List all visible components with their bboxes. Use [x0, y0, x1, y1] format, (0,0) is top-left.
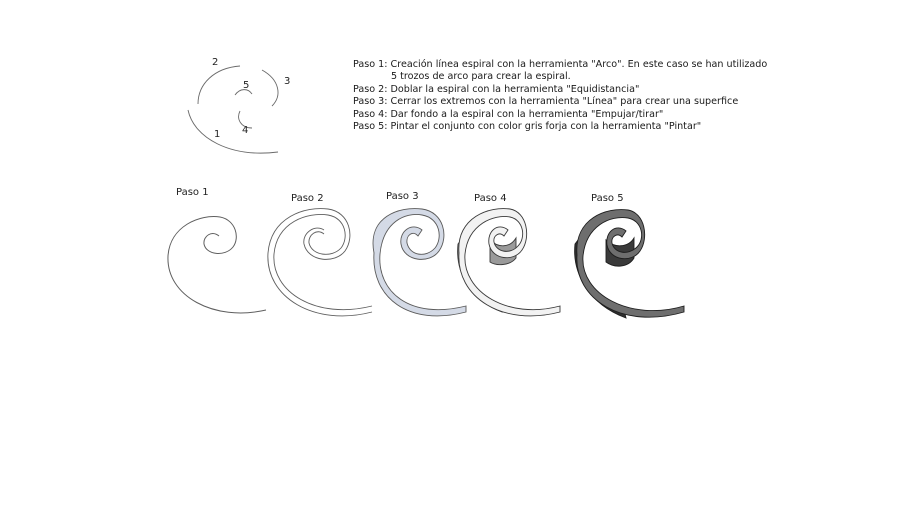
spiral-surface [373, 209, 466, 316]
spiral-step-4 [458, 209, 560, 316]
spiral-step-2 [268, 209, 372, 316]
spiral-step-1 [168, 217, 266, 313]
spiral-step-5 [575, 210, 684, 318]
arc-2 [198, 66, 240, 104]
arc-label-3: 3 [284, 76, 291, 87]
arc-label-4: 4 [242, 125, 249, 136]
spiral-outline-inner [268, 209, 372, 316]
instructions-panel [353, 59, 767, 133]
painted-top-face [577, 210, 684, 318]
instruction-step-5: Paso 5: Pintar el conjunto con color gris forja con la herramienta "Pintar" [353, 121, 702, 133]
instruction-step-2: Paso 2: Doblar la espiral con la herramienta "Equidistancia" [353, 83, 640, 95]
arc-3 [262, 70, 278, 106]
arc-label-5: 5 [243, 80, 250, 91]
instruction-step-3: Paso 3: Cerrar los extremos con la herramienta "Línea" para crear una superfice [353, 96, 739, 108]
step-label-2: Paso 2 [291, 193, 324, 204]
spiral-outline-outer [274, 214, 372, 309]
arc-label-1: 1 [214, 129, 221, 140]
step-label-3: Paso 3 [386, 191, 419, 202]
arc-construction-diagram [188, 57, 290, 153]
spiral-line [168, 217, 266, 313]
spiral-step-3 [373, 209, 466, 316]
instruction-step-1: Paso 1: Creación línea espiral con la herramienta "Arco". En este caso se han utilizado [353, 59, 768, 70]
instruction-step-4: Paso 4: Dar fondo a la espiral con la herramienta "Empujar/tirar" [353, 108, 664, 120]
step-label-4: Paso 4 [474, 193, 507, 204]
step-label-5: Paso 5 [591, 193, 624, 204]
arc-1 [188, 110, 278, 153]
instruction-step-1-continued: 5 trozos de arco para crear la espiral. [391, 71, 571, 83]
arc-label-2: 2 [212, 57, 219, 68]
step-label-1: Paso 1 [176, 187, 209, 198]
